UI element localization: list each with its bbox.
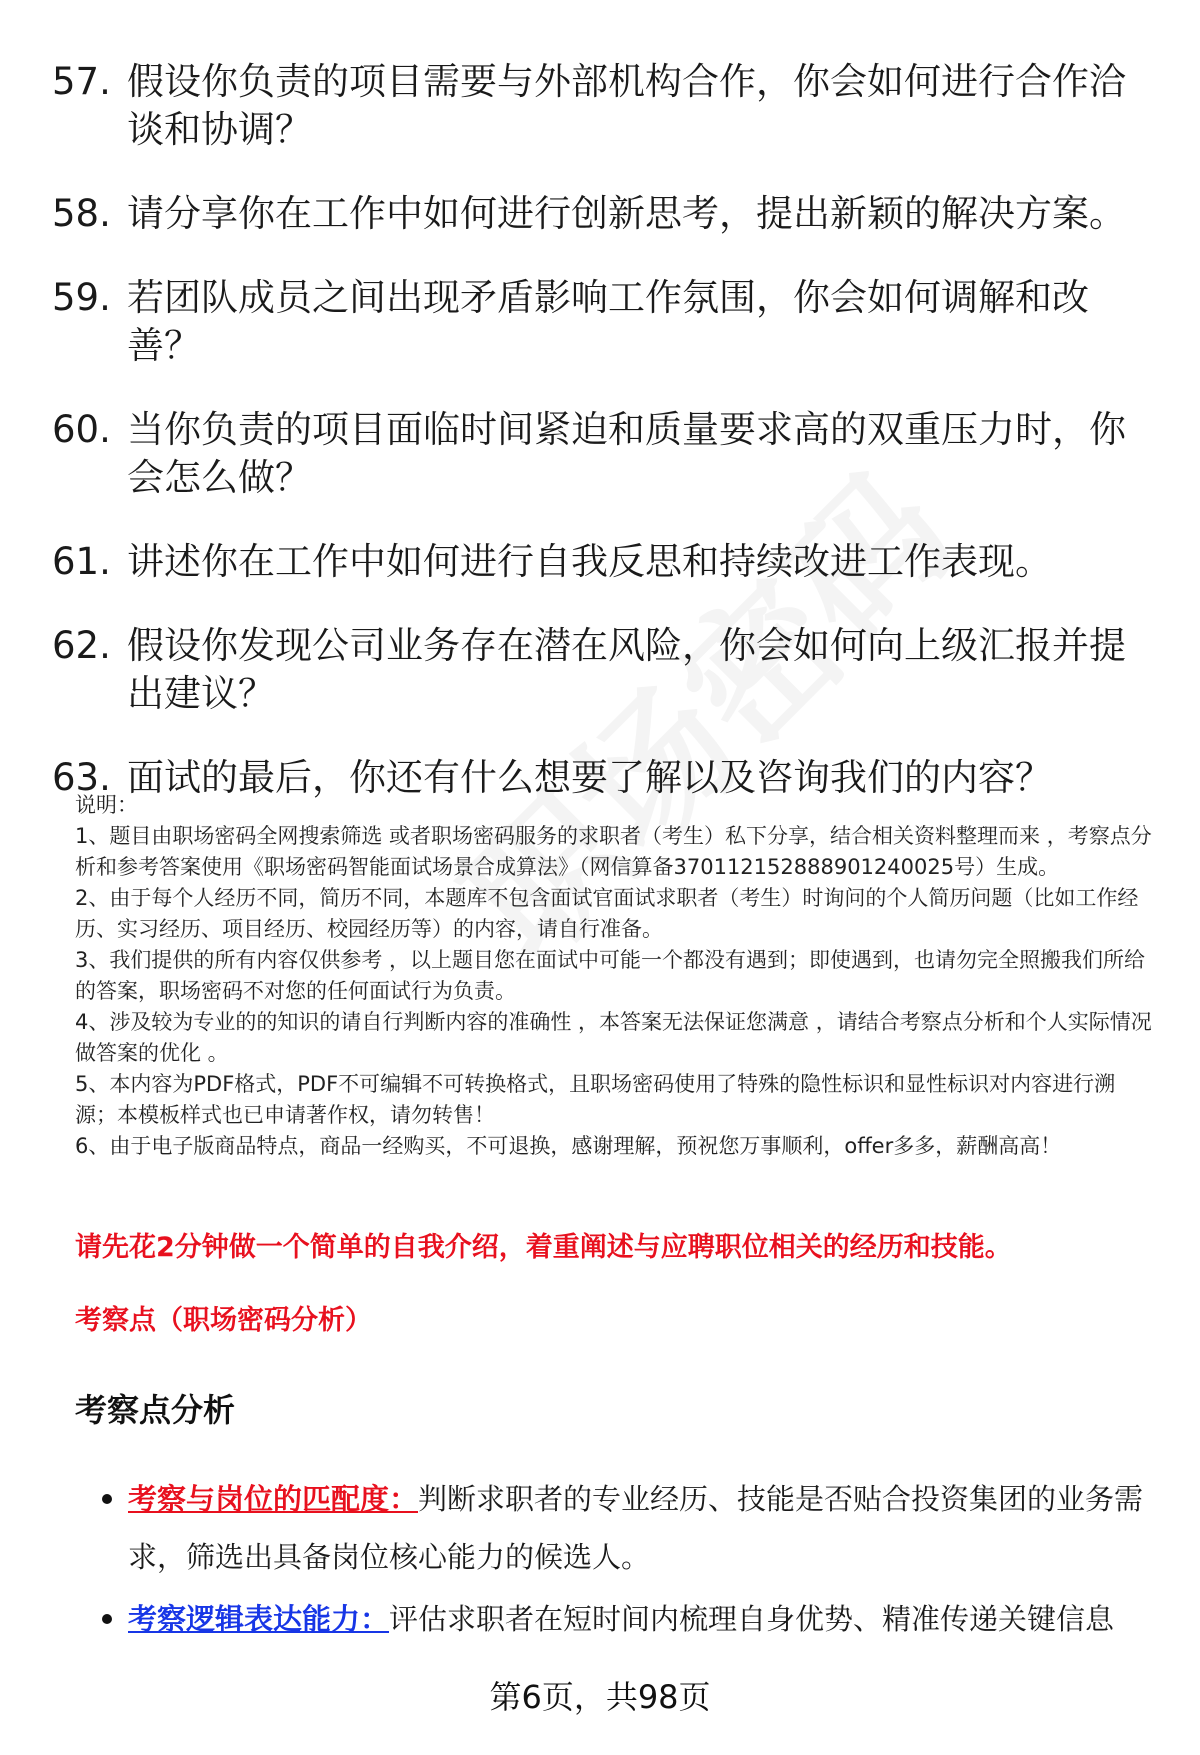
analysis-bullets [100, 1470, 1160, 1652]
bullet-content [128, 1470, 1160, 1586]
question-number: 61. [52, 540, 111, 583]
highlight-question: 请先花2分钟做一个简单的自我介绍，着重阐述与应聘职位相关的经历和技能。 [75, 1232, 1012, 1263]
bullet-keyword: 考察与岗位的匹配度： [128, 1482, 419, 1516]
question-item [52, 274, 1152, 370]
note-item: 5、本内容为PDF格式，PDF不可编辑不可转换格式，且职场密码使用了特殊的隐性标识和显性标识对内容进行溯源；本模板样式也已申请著作权，请勿转售！ [75, 1072, 1116, 1127]
notes-title: 说明： [75, 793, 138, 817]
question-item [52, 538, 1152, 586]
question-text: 假设你负责的项目需要与外部机构合作，你会如何进行合作洽谈和协调？ [127, 60, 1126, 151]
question-item [52, 622, 1152, 718]
question-list [52, 58, 1152, 838]
question-text: 讲述你在工作中如何进行自我反思和持续改进工作表现。 [127, 540, 1052, 583]
question-text: 当你负责的项目面临时间紧迫和质量要求高的双重压力时，你会怎么做？ [127, 408, 1126, 499]
question-number: 62. [52, 624, 111, 667]
question-number: 59. [52, 276, 111, 319]
bullet-item [100, 1470, 1160, 1586]
note-item: 2、由于每个人经历不同，简历不同，本题库不包含面试官面试求职者（考生）时询问的个人简历问题（比如工作经历、实习经历、项目经历、校园经历等）的内容，请自行准备。 [75, 886, 1139, 941]
bullet-text: 判断求职者的专业经历、技能是否贴合投资集团的业务需求，筛选出具备岗位核心能力的候选人。 [128, 1482, 1144, 1574]
note-item: 6、由于电子版商品特点，商品一经购买，不可退换，感谢理解，预祝您万事顺利，offer多多，薪酬高高！ [75, 1134, 1062, 1158]
question-number: 63. [52, 756, 111, 799]
question-item [52, 190, 1152, 238]
bullet-item [100, 1590, 1160, 1648]
question-number: 58. [52, 192, 111, 235]
question-text: 请分享你在工作中如何进行创新思考，提出新颖的解决方案。 [127, 192, 1126, 235]
bullet-keyword: 考察逻辑表达能力： [128, 1602, 390, 1636]
bullet-content [128, 1590, 1114, 1648]
page-footer: 第6页，共98页 [489, 1678, 711, 1716]
question-item [52, 406, 1152, 502]
question-text: 若团队成员之间出现矛盾影响工作氛围，你会如何调解和改善？ [127, 276, 1089, 367]
analysis-subtitle: 考察点（职场密码分析） [75, 1305, 372, 1336]
section-heading: 考察点分析 [75, 1391, 236, 1429]
notes-block [75, 790, 1155, 1162]
question-text: 面试的最后，你还有什么想要了解以及咨询我们的内容？ [127, 756, 1052, 799]
note-item: 4、涉及较为专业的的知识的请自行判断内容的准确性 ，本答案无法保证您满意 ，请结合考察点分析和个人实际情况做答案的优化 。 [75, 1010, 1152, 1065]
bullet-dot-icon [100, 1590, 128, 1648]
question-text: 假设你发现公司业务存在潜在风险，你会如何向上级汇报并提出建议？ [127, 624, 1126, 715]
question-item [52, 58, 1152, 154]
question-number: 60. [52, 408, 111, 451]
question-number: 57. [52, 60, 111, 103]
note-item: 1、题目由职场密码全网搜索筛选 或者职场密码服务的求职者（考生）私下分享，结合相关资料整理而来 ，考察点分析和参考答案使用《职场密码智能面试场景合成算法》（网信算备370112152888901240025号）生成。 [75, 824, 1152, 879]
bullet-dot-icon [100, 1470, 128, 1586]
bullet-text: 评估求职者在短时间内梳理自身优势、精准传递关键信息 [389, 1602, 1115, 1636]
note-item: 3、我们提供的所有内容仅供参考 ，以上题目您在面试中可能一个都没有遇到；即使遇到，也请勿完全照搬我们所给的答案，职场密码不对您的任何面试行为负责。 [75, 948, 1146, 1003]
